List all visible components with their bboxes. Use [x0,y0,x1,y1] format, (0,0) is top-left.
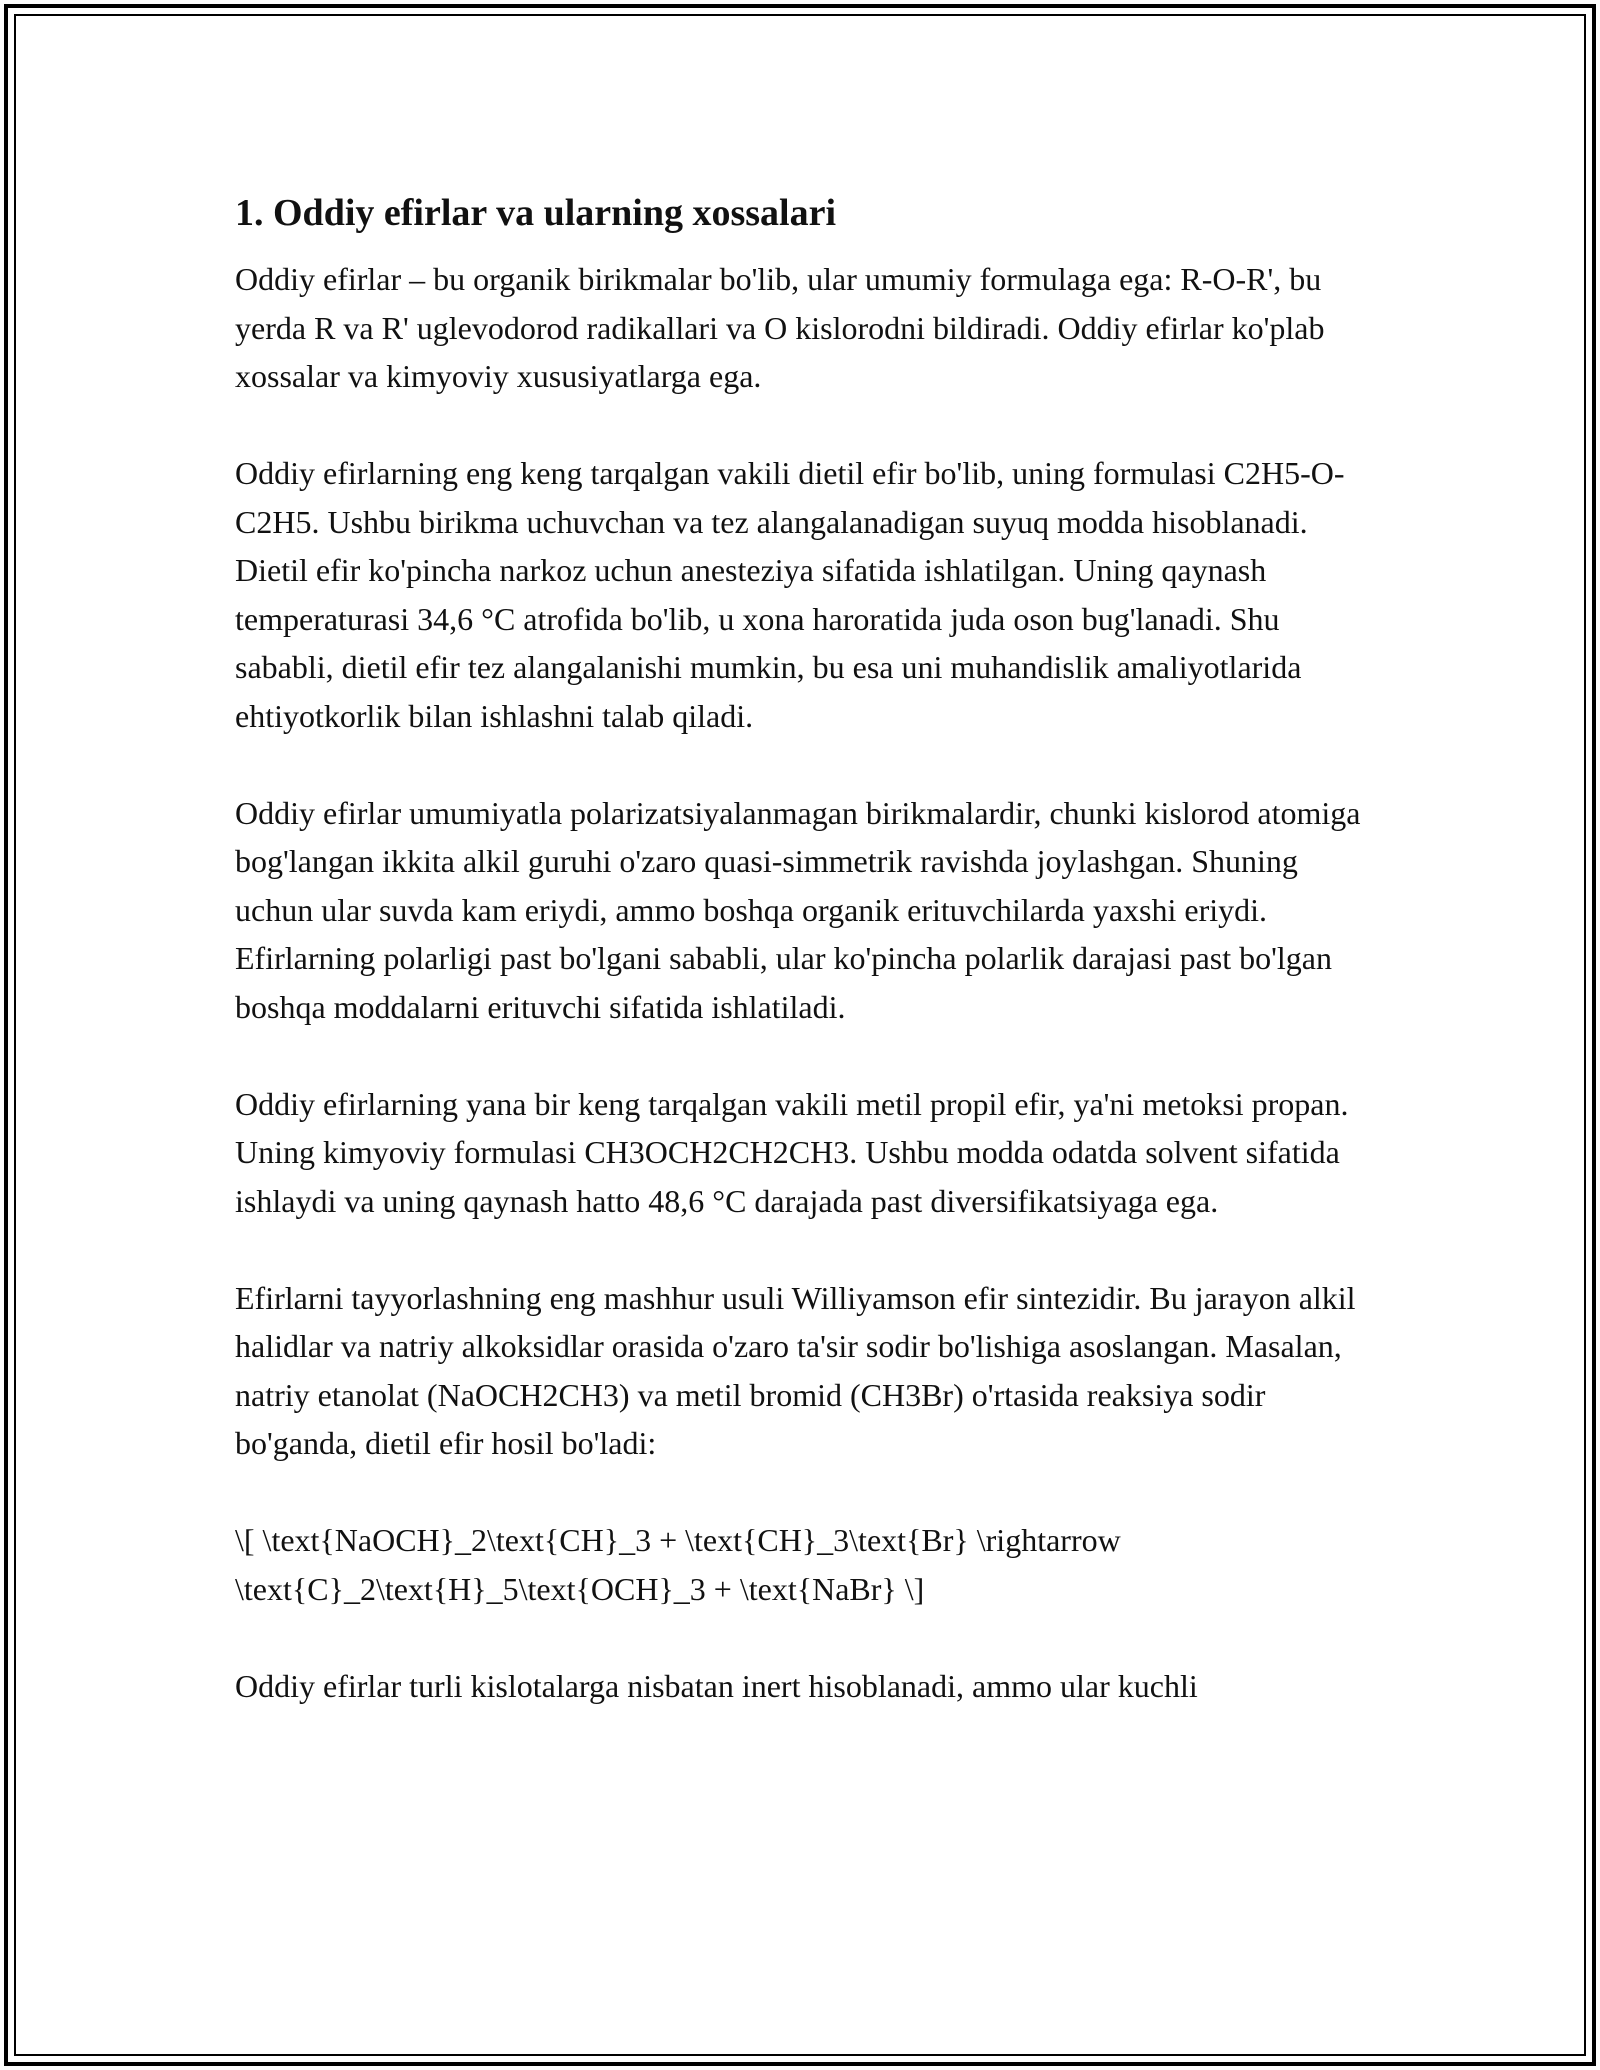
paragraph-definition: Oddiy efirlar – bu organik birikmalar bo'lib, ular umumiy formulaga ega: R-O-R', bu yerda R va R' uglevodorod radikallari va O kislorodni bildiradi. Oddiy efirlar ko'plab xossalar va kimyoviy xususiyatlarga ega. [235,261,1325,394]
document-body [235,185,1365,1710]
paragraph-polarity: Oddiy efirlar umumiyatla polarizatsiyalanmagan birikmalardir, chunki kislorod atomiga bog'langan ikkita alkil guruhi o'zaro quasi-simmetrik ravishda joylashgan. Shuning uchun ular suvda kam eriydi, ammo boshqa organik erituvchilarda yaxshi eriydi. Efirlarning polarligi past bo'lgani sababli, ular ko'pincha polarlik darajasi past bo'lgan boshqa moddalarni erituvchi sifatida ishlatiladi. [235,794,1361,1025]
paragraph-methyl-propyl-ether: Oddiy efirlarning yana bir keng tarqalgan vakili metil propil efir, ya'ni metoksi propan. Uning kimyoviy formulasi CH3OCH2CH2CH3. Ushbu modda odatda solvent sifatida ishlaydi va uning qaynash hatto 48,6 °C darajada past diversifikatsiyaga ega. [235,1085,1349,1219]
paragraph-williamson-synthesis: Efirlarni tayyorlashning eng mashhur usuli Williyamson efir sintezidir. Bu jarayon alkil halidlar va natriy alkoksidlar orasida o'zaro ta'sir sodir bo'lishiga asoslangan. Masalan, natriy etanolat (NaOCH2CH3) va metil bromid (CH3Br) o'rtasida reaksiya sodir bo'ganda, dietil efir hosil bo'ladi: [235,1279,1356,1461]
section-heading: 1. Oddiy efirlar va ularning xossalari [235,192,837,234]
paragraph-acid-inertness: Oddiy efirlar turli kislotalarga nisbatan inert hisoblanadi, ammo ular kuchli [235,1667,1198,1704]
paragraph-diethyl-ether: Oddiy efirlarning eng keng tarqalgan vakili dietil efir bo'lib, uning formulasi C2H5-O-C2H5. Ushbu birikma uchuvchan va tez alangalanadigan suyuq modda hisoblanadi. Dietil efir ko'pincha narkoz uchun anesteziya sifatida ishlatilgan. Uning qaynash temperaturasi 34,6 °C atrofida bo'lib, u xona haroratida juda oson bug'lanadi. Shu sababli, dietil efir tez alangalanishi mumkin, bu esa uni muhandislik amaliyotlarida ehtiyotkorlik bilan ishlashni talab qiladi. [235,455,1345,734]
reaction-equation: \[ \text{NaOCH}_2\text{CH}_3 + \text{CH}_3\text{Br} \rightarrow \text{C}_2\text{H}_5\text{OCH}_3 + \text{NaBr} \] [235,1522,1121,1607]
